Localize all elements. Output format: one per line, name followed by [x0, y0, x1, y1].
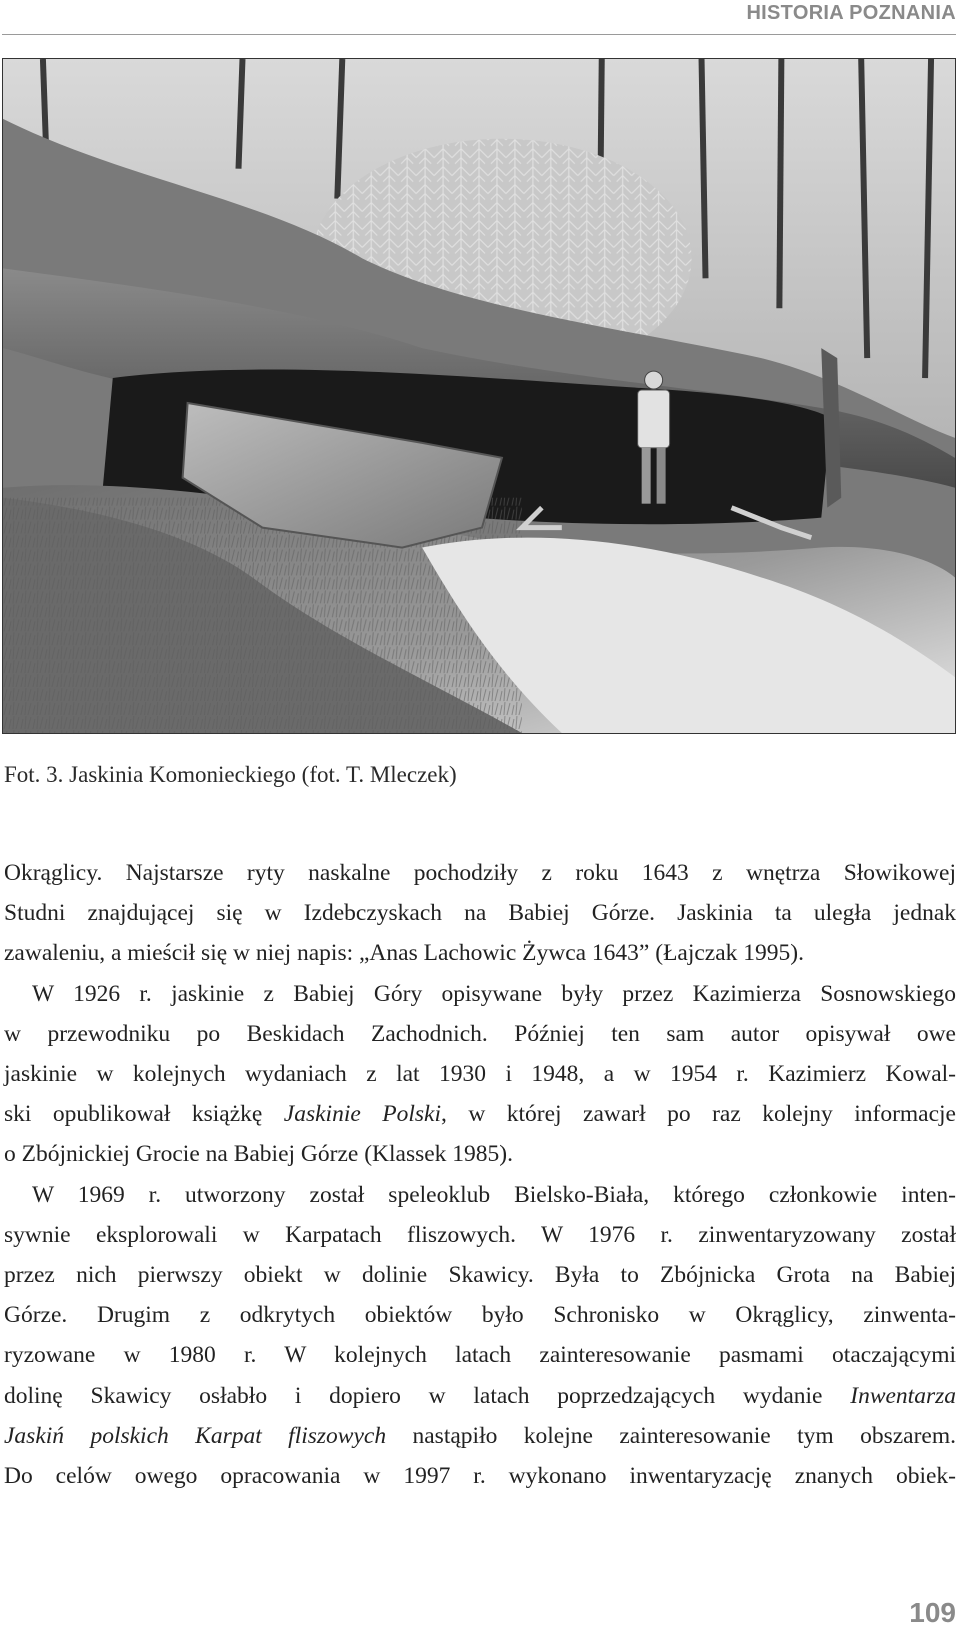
text-line	[4, 1175, 956, 1215]
text-segment: w przewodniku po Beskidach Zachodnich. Później ten sam autor opisywał owe	[4, 1020, 956, 1047]
text-line	[4, 1134, 956, 1174]
figure-caption: Fot. 3. Jaskinia Komonieckiego (fot. T. Mleczek)	[4, 762, 457, 787]
page-number: 109	[909, 1597, 956, 1628]
text-line	[4, 933, 956, 973]
text-segment: W 1926 r. jaskinie z Babiej Góry opisywane były przez Kazimierza Sosnowskiego	[32, 980, 956, 1007]
text-segment: Okrąglicy. Najstarsze ryty naskalne pochodziły z roku 1643 z wnętrza Słowikowej	[4, 860, 956, 886]
text-line	[4, 893, 956, 933]
cave-photograph	[2, 58, 956, 734]
text-line	[4, 1255, 956, 1295]
text-segment: Do celów owego opracowania w 1997 r. wykonano inwentaryzację znanych obiek-	[4, 1463, 956, 1490]
text-line	[4, 1416, 956, 1456]
running-header: HISTORIA POZNANIA	[746, 2, 956, 24]
italic-title-segment: Jaskinie Polski	[283, 1101, 441, 1128]
cave-photo-image	[3, 59, 955, 733]
text-segment: Studni znajdującej się w Izdebczyskach na Babiej Górze. Jaskinia ta uległa jednak	[4, 900, 956, 927]
text-segment: , w której zawarł po raz kolejny informacje	[440, 1101, 956, 1128]
text-line	[4, 1456, 956, 1496]
text-segment: ryzowane w 1980 r. W kolejnych latach zainteresowanie pasmami otaczającymi	[4, 1342, 956, 1369]
text-segment: dolinę Skawicy osłabło i dopiero w latach poprzedzających wydanie	[4, 1382, 851, 1409]
text-segment: zawaleniu, a mieścił się w niej napis: „Anas Lachowic Żywca 1643” (Łajczak 1995).	[4, 940, 804, 967]
text-line	[4, 1295, 956, 1335]
italic-title-segment: Inwentarza	[850, 1382, 956, 1409]
text-segment: jaskinie w kolejnych wydaniach z lat 1930 i 1948, a w 1954 r. Kazimierz Kowal-	[4, 1061, 956, 1088]
text-segment: W 1969 r. utworzony został speleoklub Bielsko-Biała, którego członkowie inten-	[32, 1181, 956, 1208]
text-segment: Górze. Drugim z odkrytych obiektów było Schronisko w Okrąglicy, zinwenta-	[4, 1302, 956, 1329]
text-line	[4, 1215, 956, 1255]
italic-title-segment: Jaskiń polskich Karpat fliszowych	[4, 1422, 387, 1449]
text-segment: przez nich pierwszy obiekt w dolinie Skawicy. Była to Zbójnicka Grota na Babiej	[4, 1262, 956, 1289]
text-segment: ski opublikował książkę	[4, 1101, 284, 1128]
text-segment: nastąpiło kolejne zainteresowanie tym obszarem.	[386, 1422, 956, 1449]
body-text	[4, 853, 956, 1496]
text-line	[4, 1376, 956, 1416]
text-line	[4, 974, 956, 1014]
text-segment: sywnie eksplorowali w Karpatach fliszowych. W 1976 r. zinwentaryzowany został	[4, 1221, 956, 1248]
text-segment: o Zbójnickiej Grocie na Babiej Górze (Klassek 1985).	[4, 1141, 514, 1168]
text-line	[4, 1335, 956, 1375]
text-line	[4, 1014, 956, 1054]
text-line	[4, 1094, 956, 1134]
text-line	[4, 1054, 956, 1094]
text-line	[4, 853, 956, 893]
header-rule	[2, 34, 956, 35]
